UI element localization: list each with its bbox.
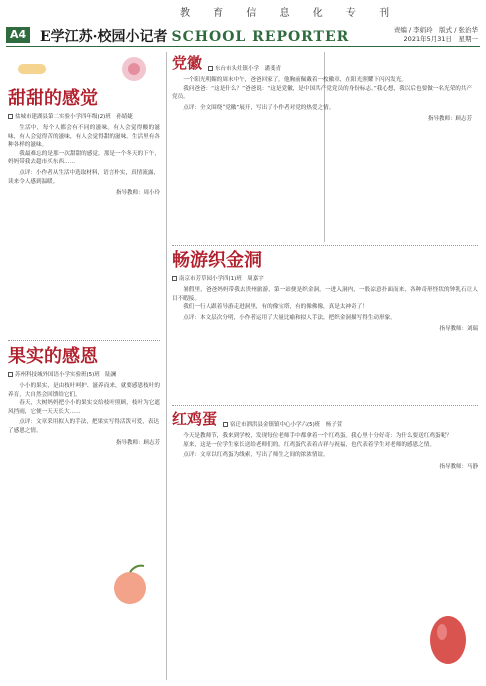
header-rule [6, 46, 480, 47]
article-comment: 点评：小作者从生活中选取材料，语言朴实，真情流露，读来令人感到温暖。 [8, 169, 160, 185]
article-comment: 点评：全文围绕“党徽”展开，写出了小作者对党的热爱之情。 [183, 104, 335, 111]
masthead-cn: E学江苏·校园小记者 [40, 29, 168, 45]
square-bullet-icon [223, 422, 228, 427]
article-heading-row [172, 54, 478, 72]
article-body: 生活中，每个人都会有不同的滋味。有人会觉得酸的滋味，有人会觉得苦的滋味，有人会觉得甜的滋味。生活里有各种各样的滋味。 我最难忘的是那一次甜甜的感觉。那是一个冬天的下午，妈妈带我去超市买东西…… [8, 125, 160, 166]
article-sweet [8, 88, 160, 343]
article-teacher: 指导教师：马静 [439, 463, 478, 470]
article-teacher: 指导教师：刘瑞 [439, 326, 478, 333]
square-bullet-icon [172, 276, 177, 281]
date-line: 2021年5月31日 星期一 [403, 35, 478, 43]
square-bullet-icon [208, 66, 213, 71]
issue-meta [394, 26, 478, 44]
masthead [40, 26, 349, 46]
article-byline: 宿迁市泗洪县金镇镇中心小学六(5)班 杨子萱 [223, 420, 342, 428]
article-byline: 盐城市建湖县第二实验小学四年级(2)班 孙婧婕 [8, 112, 160, 120]
article-heading-row [172, 410, 478, 428]
editor-line: 责编 / 李娟玲 版式 / 张治华 [393, 26, 478, 34]
article-party [172, 54, 478, 244]
article-title: 红鸡蛋 [172, 410, 218, 428]
article-title: 甜甜的感觉 [8, 88, 98, 109]
section-separator [8, 340, 160, 341]
square-bullet-icon [8, 372, 13, 377]
article-body: 小小的果实，是由枝叶呵护、滋养而来，就要感恩枝叶的养育，大自然会回馈给它们。 春天，大树妈妈把小小的果实交给枝叶照顾，枝叶为它遮风挡雨，它便一天天长大…… [8, 383, 160, 415]
article-teacher: 指导教师：顾志芳 [115, 439, 160, 446]
article-body: 暑假里，爸爸妈妈带我去贵州旅游，第一站便是织金洞。一进入洞内，一股凉意扑面而来，各种奇形怪状的钟乳石让人目不暇接。 我们一行人跟着导游走进洞里，有的像宝塔，有的像佛像，真是太神奇了！ [172, 287, 478, 311]
page-number-badge: A4 [6, 27, 30, 43]
article-body: 今天是教师节，我来到学校，发现每位老师手中都拿着一个红鸡蛋。我心里十分好奇：为什么要送红鸡蛋呢？ 原来，这是一位学生家长送给老师们的。红鸡蛋代表着吉祥与祝福，也代表着学生对老师的感恩之情。 [183, 433, 452, 448]
article-byline: 南京市芳草园小学四(1)班 周嘉宇 [172, 274, 478, 282]
section-separator [172, 405, 478, 406]
section-slogan: 教 育 信 息 化 专 刊 [180, 8, 400, 19]
article-body: 一个阳光明媚的周末中午，爸爸回家了。他胸前佩戴着一枚徽章，在阳光照耀下闪闪发光。 我问爸爸：“这是什么？”爸爸说：“这是党徽，是中国共产党党员的身份标志。”我心想，我以后也要做一名光荣的共产党员。 [172, 77, 472, 101]
article-byline: 苏州科技城外国语小学实验班(5)班 陆澜 [8, 370, 160, 378]
article-title: 果实的感恩 [8, 346, 98, 367]
article-title: 党徽 [172, 54, 203, 72]
candy-illustration [8, 52, 158, 86]
article-comment: 点评：文章采用拟人的手法，把果实写得活泼可爱，表达了感恩之情。 [8, 419, 160, 434]
masthead-en: SCHOOL REPORTER [171, 29, 350, 45]
article-teacher: 指导教师：周小玲 [115, 190, 160, 197]
column-divider [166, 52, 167, 680]
article-teacher: 指导教师：顾志芳 [427, 116, 472, 123]
article-title: 畅游织金洞 [172, 250, 262, 271]
article-byline: 东台市头灶镇小学 潘斐青 [208, 64, 281, 72]
fruit-illustration [100, 560, 160, 610]
square-bullet-icon [8, 114, 13, 119]
section-separator [172, 245, 478, 246]
red-egg-illustration [420, 600, 476, 670]
top-bar [0, 0, 486, 20]
article-comment: 点评：文章以红鸡蛋为线索，写出了师生之间的浓浓情谊。 [183, 452, 329, 459]
article-cave [172, 250, 478, 402]
article-comment: 点评：本文层次分明，小作者运用了大量比喻和拟人手法，把织金洞描写得生动形象。 [183, 314, 396, 321]
article-fruit [8, 346, 160, 680]
